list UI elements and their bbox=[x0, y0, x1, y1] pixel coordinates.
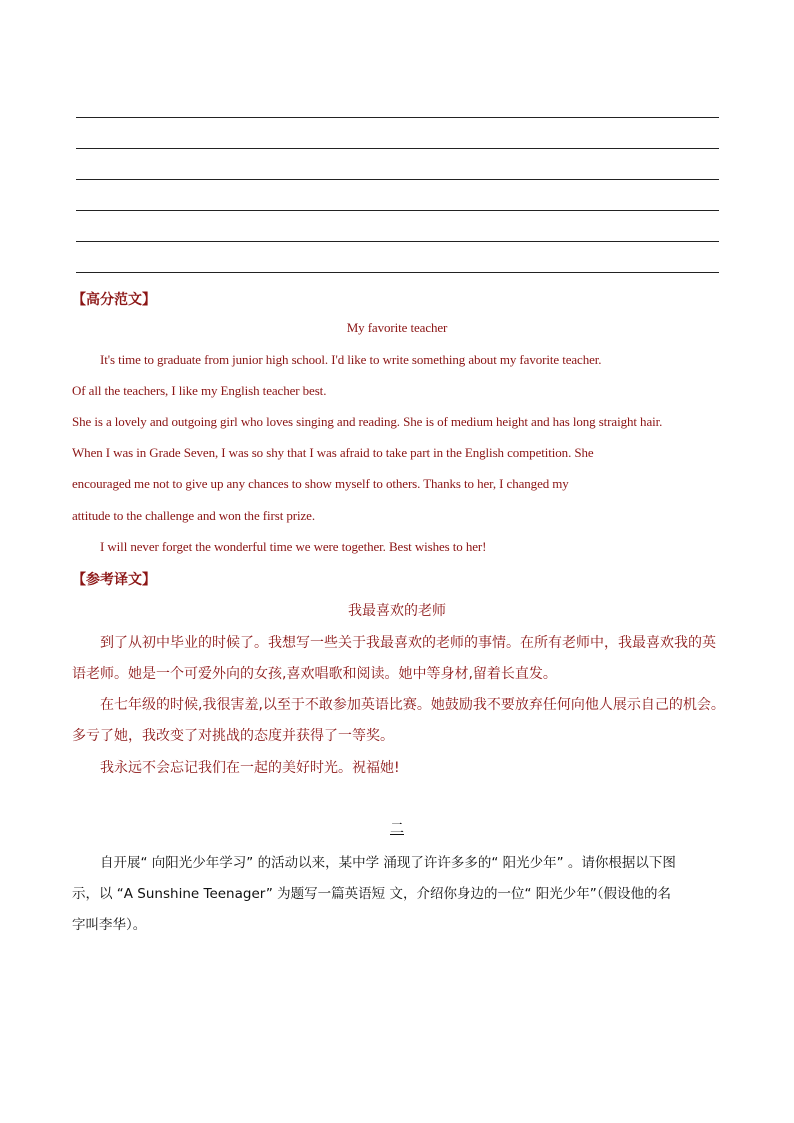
translation-line: 多亏了她，我改变了对挑战的态度并获得了一等奖。 bbox=[72, 728, 394, 744]
essay-line: She is a lovely and outgoing girl who loves singing and reading. She is of medium height and has long straight hair. bbox=[72, 414, 663, 429]
section-number-text: 二 bbox=[390, 821, 404, 837]
task-line: 字叫李华）。 bbox=[72, 917, 147, 933]
task-line: 示，以 “A Sunshine Teenager” 为题写一篇英语短 文，介绍你身边的一位“ 阳光少年”（假设他的名 bbox=[72, 886, 671, 902]
writing-line bbox=[76, 241, 719, 242]
writing-line bbox=[76, 148, 719, 149]
writing-line bbox=[76, 272, 719, 273]
essay-line: When I was in Grade Seven, I was so shy that I was afraid to take part in the English competition. She bbox=[72, 445, 594, 460]
section-number bbox=[0, 818, 794, 838]
translation-line: 在七年级的时候,我很害羞,以至于不敢参加英语比赛。她鼓励我不要放弃任何向他人展示自己的机会。 bbox=[100, 697, 725, 713]
essay-line: I will never forget the wonderful time we were together. Best wishes to her! bbox=[100, 539, 487, 554]
translation-line: 我永远不会忘记我们在一起的美好时光。祝福她! bbox=[100, 760, 400, 776]
translation-line: 到了从初中毕业的时候了。我想写一些关于我最喜欢的老师的事情。在所有老师中，我最喜欢我的英 bbox=[100, 635, 716, 651]
translation-title: 我最喜欢的老师 bbox=[348, 603, 446, 619]
writing-line bbox=[76, 117, 719, 118]
essay-line: It's time to graduate from junior high school. I'd like to write something about my favorite teacher. bbox=[100, 352, 602, 367]
essay-line: encouraged me not to give up any chances to show myself to others. Thanks to her, I changed my bbox=[72, 476, 569, 491]
writing-line bbox=[76, 210, 719, 211]
essay-line: Of all the teachers, I like my English teacher best. bbox=[72, 383, 327, 398]
translation-line: 语老师。她是一个可爱外向的女孩,喜欢唱歌和阅读。她中等身材,留着长直发。 bbox=[72, 666, 557, 682]
task-line: 自开展“ 向阳光少年学习” 的活动以来，某中学 涌现了许许多多的“ 阳光少年” 。请你根据以下图 bbox=[100, 855, 676, 871]
translation-heading: 【参考译文】 bbox=[72, 572, 156, 588]
model-essay-heading: 【高分范文】 bbox=[72, 292, 156, 308]
writing-line bbox=[76, 179, 719, 180]
essay-title: My favorite teacher bbox=[346, 320, 448, 335]
essay-line: attitude to the challenge and won the first prize. bbox=[72, 508, 315, 523]
